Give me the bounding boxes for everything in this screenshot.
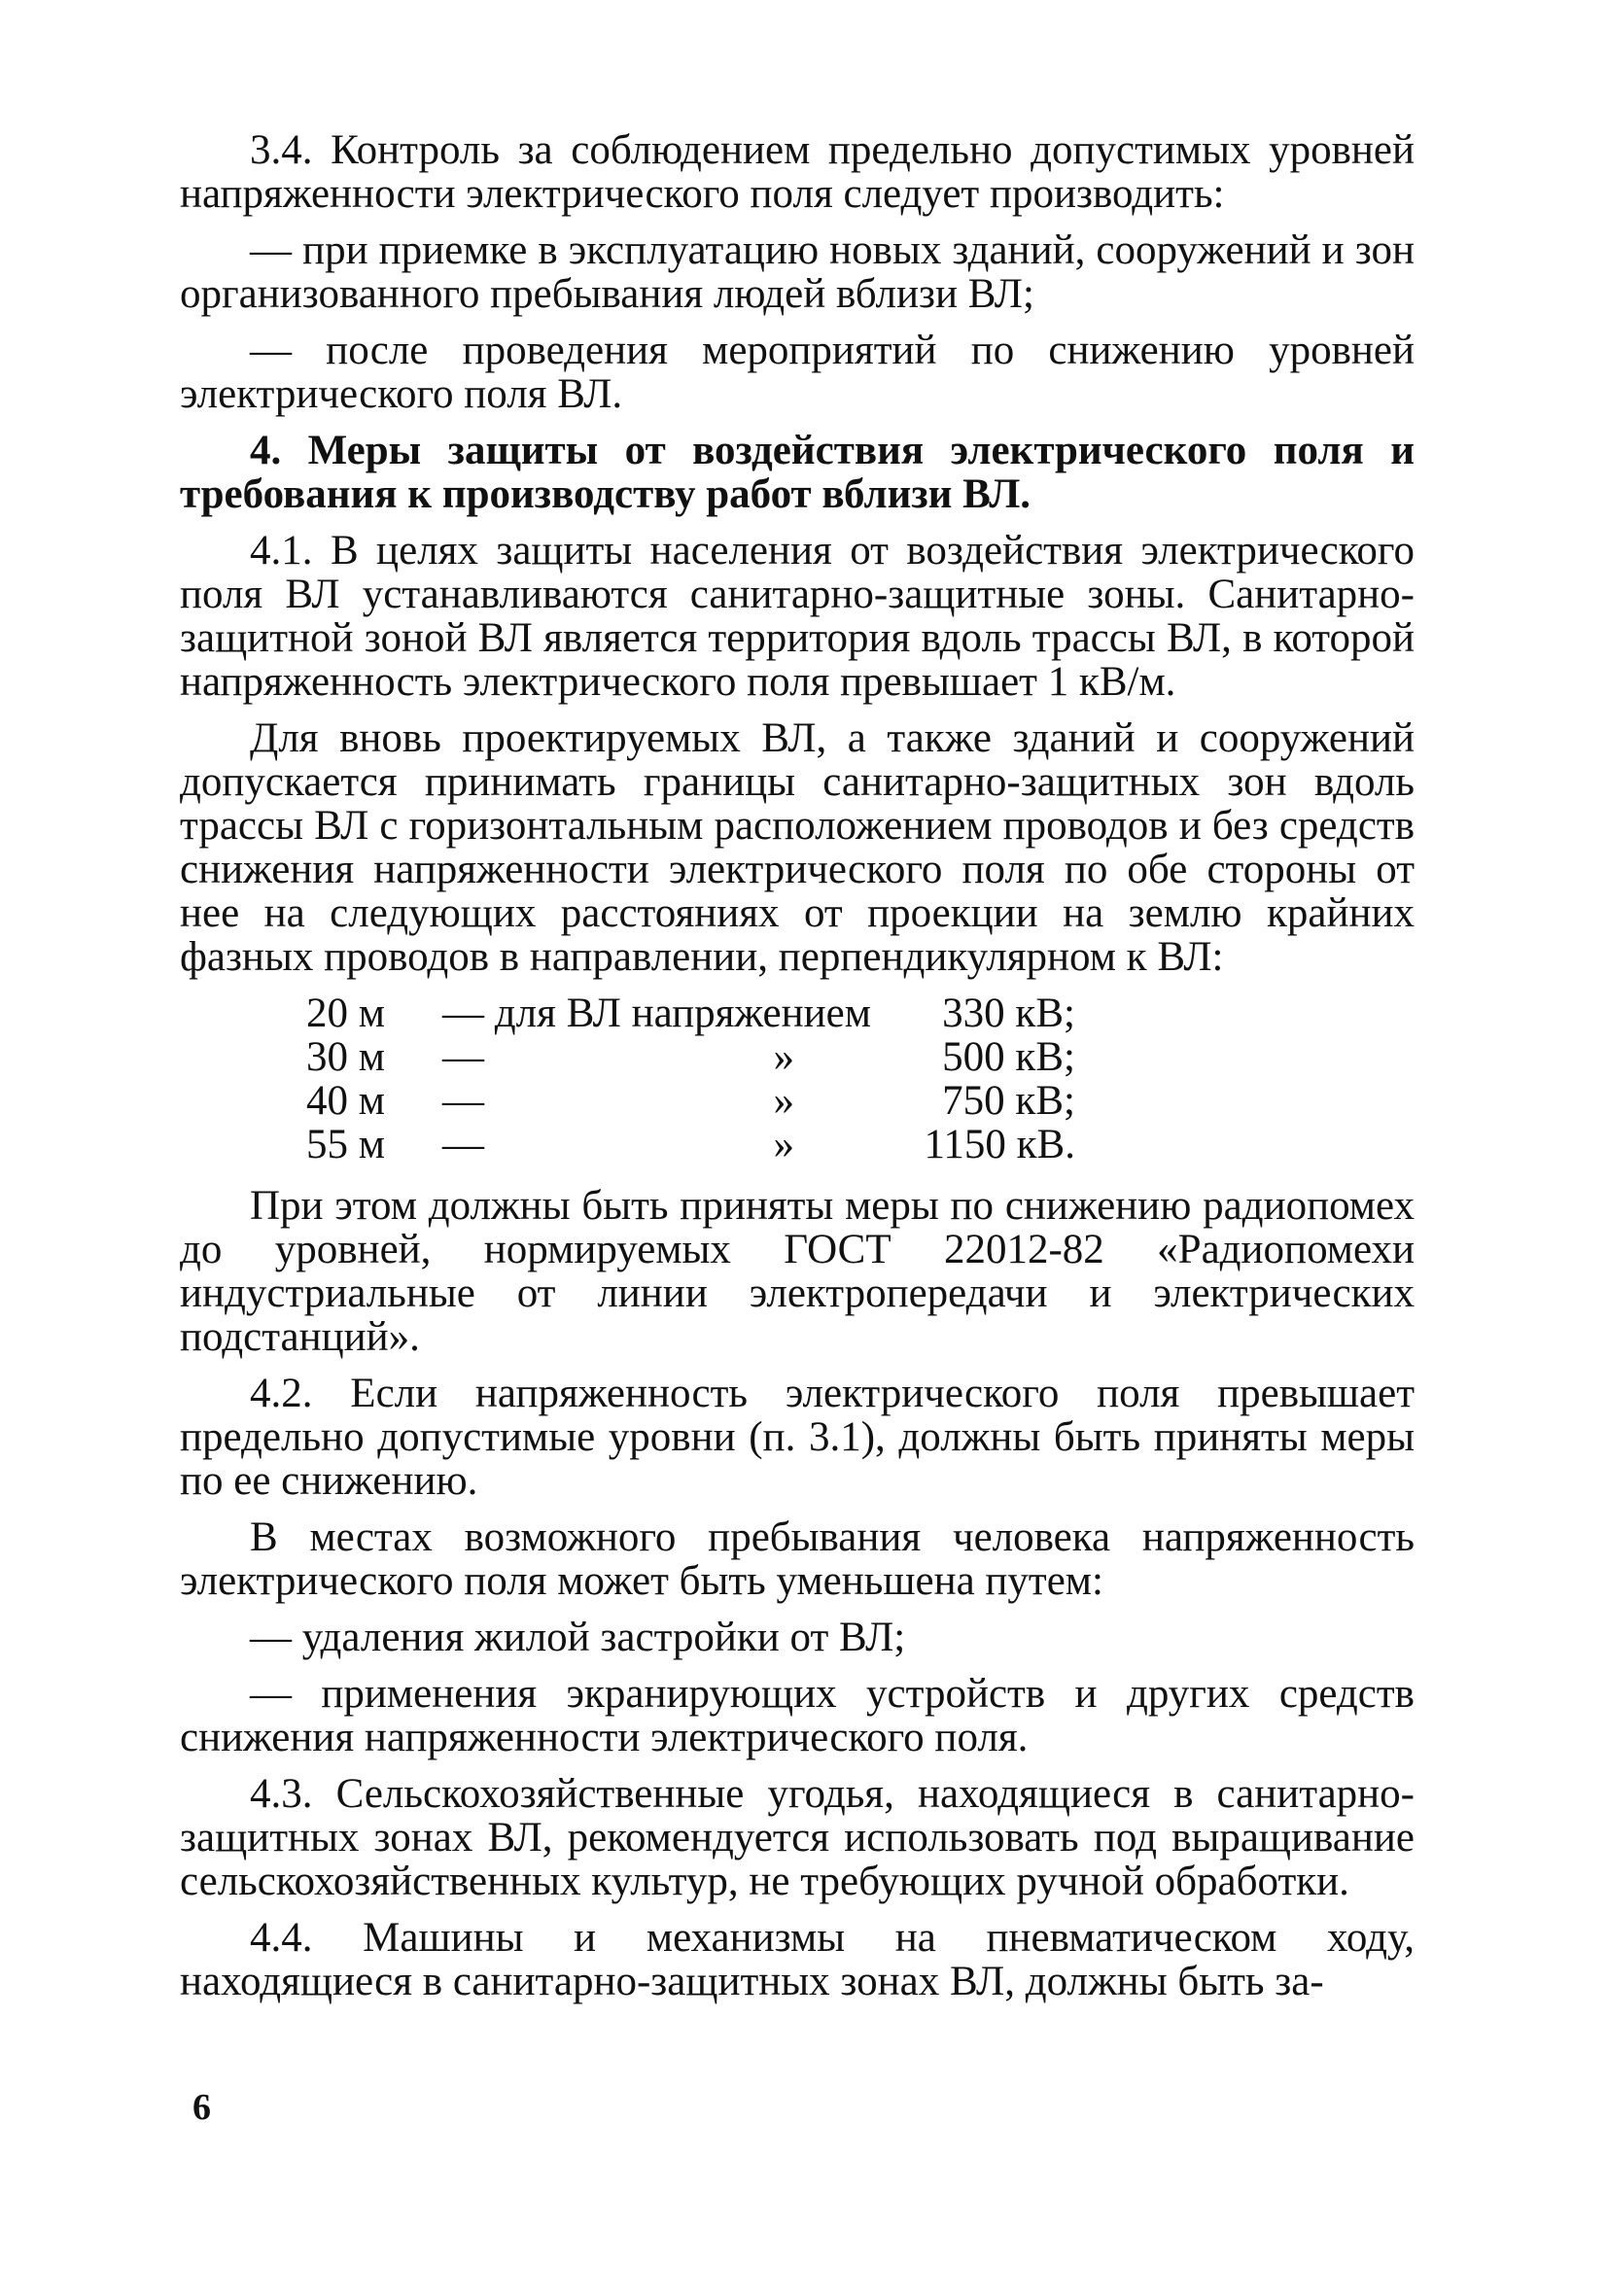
label-cell: — — [442, 1034, 484, 1080]
paragraph-4-3-1: 4.3. Сельскохозяйственные угодья, находящиеся в санитарно-защитных зонах ВЛ, рекомендуется использовать под выращивание сельскохозяйственных культур, не требующих ручной обработки. — [180, 1771, 1415, 1904]
label-cell: — — [442, 1122, 484, 1167]
distance-table — [306, 991, 1075, 1166]
ditto-mark: » — [773, 1078, 794, 1124]
paragraph-4-2-item-1: — удаления жилой застройки от ВЛ; — [250, 1615, 906, 1660]
ditto-mark: » — [773, 1122, 794, 1167]
table-row — [306, 1035, 1075, 1079]
paragraph-4-1-2: Для вновь проектируемых ВЛ, а также зданий и сооружений допускается принимать границы санитарно-защитных зон вдоль трассы ВЛ с горизонтальным расположением проводов и без средств снижения напряженности электрического поля по обе стороны от нее на следующих расстояниях от проекции на землю крайних фазных проводов в направлении, перпендикулярном к ВЛ: — [180, 715, 1415, 980]
label-cell: — — [442, 1078, 484, 1124]
table-row — [306, 1079, 1075, 1123]
paragraph-3-4-item-1: — при приемке в эксплуатацию новых зданий, сооружений и зон организованного пребывания людей вблизи ВЛ; — [180, 227, 1415, 317]
table-row — [306, 991, 1075, 1035]
ditto-mark: » — [773, 1034, 794, 1080]
paragraph-4-1-3: При этом должны быть приняты меры по снижению радиопомех до уровней, нормируемых ГОСТ 22012-82 «Радиопомехи индустриальные от линии электропередачи и электрических подстанций». — [180, 1183, 1415, 1360]
table-row — [306, 1123, 1075, 1166]
distance-cell: 20 м — [306, 991, 385, 1036]
paragraph-4-4-1: 4.4. Машины и механизмы на пневматическом ходу, находящиеся в санитарно-защитных зонах ВЛ, должны быть за- — [180, 1915, 1415, 2004]
distance-cell: 30 м — [306, 1034, 385, 1080]
voltage-cell: 750 кВ; — [942, 1078, 1075, 1124]
label-cell: — для ВЛ напряжением — [442, 991, 871, 1036]
paragraph-3-4-item-2: — после проведения мероприятий по снижению уровней электрического поля ВЛ. — [180, 328, 1415, 417]
paragraph-3-4-intro: 3.4. Контроль за соблюдением предельно допустимых уровней напряженности электрического поля следует производить: — [180, 127, 1415, 217]
paragraph-4-2-1: 4.2. Если напряженность электрического поля превышает предельно допустимые уровни (п. 3.1), должны быть приняты меры по ее снижению. — [180, 1371, 1415, 1504]
page-number: 6 — [192, 2087, 211, 2128]
document-page — [180, 128, 1415, 2016]
paragraph-4-1-1: 4.1. В целях защиты населения от воздействия электрического поля ВЛ устанавливаются санитарно-защитные зоны. Санитарно-защитной зоной ВЛ является территория вдоль трассы ВЛ, в которой напряженность электрического поля превышает 1 кВ/м. — [180, 528, 1415, 705]
section-4-heading: 4. Меры защиты от воздействия электрического поля и требования к производству работ вблизи ВЛ. — [180, 428, 1415, 517]
paragraph-4-2-2: В местах возможного пребывания человека напряженность электрического поля может быть уменьшена путем: — [180, 1514, 1415, 1604]
distance-cell: 55 м — [306, 1122, 385, 1167]
voltage-cell: 1150 кВ. — [924, 1122, 1075, 1167]
voltage-cell: 500 кВ; — [942, 1034, 1075, 1080]
distance-cell: 40 м — [306, 1078, 385, 1124]
paragraph-4-2-item-2: — применения экранирующих устройств и других средств снижения напряженности электрического поля. — [180, 1671, 1415, 1760]
voltage-cell: 330 кВ; — [942, 991, 1075, 1036]
